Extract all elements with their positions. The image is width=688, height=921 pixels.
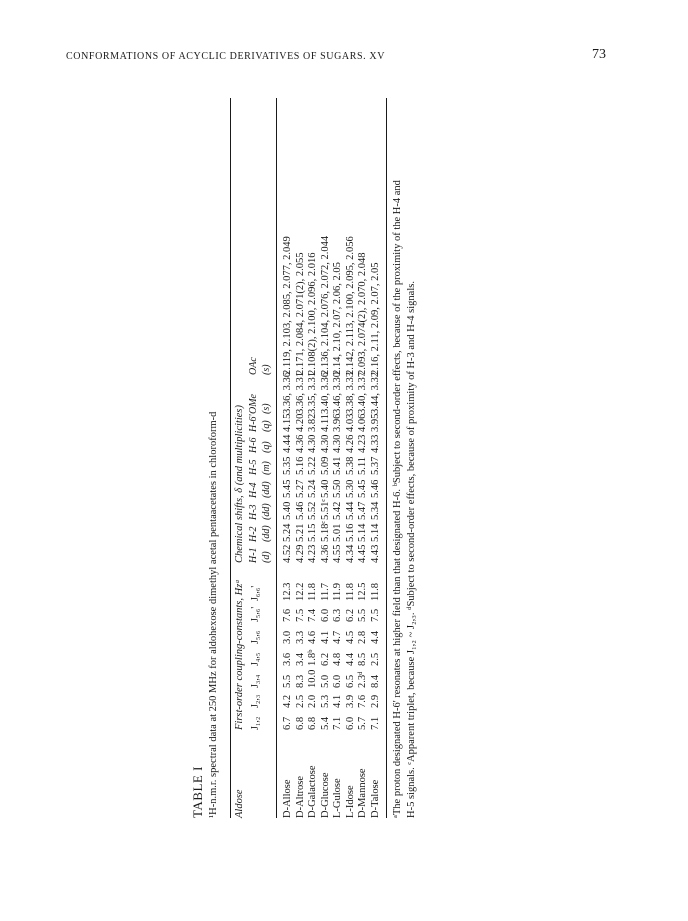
coupling-value: 8.5 xyxy=(357,652,368,666)
coupling-value: 6.7 xyxy=(282,716,293,730)
shift-col-4: H-5 xyxy=(248,459,259,475)
coupling-value: 7.1 xyxy=(369,716,381,730)
coupling-value: 6.8 xyxy=(294,716,306,730)
coupling-value: 11.8 xyxy=(369,583,381,601)
shift-value: 2.136, 2.104, 2.076, 2.072, 2.044 xyxy=(319,235,331,375)
coupling-value: 7.5 xyxy=(369,608,381,622)
aldose-name: D-Glucose xyxy=(319,772,331,818)
shift-col-7: OMe xyxy=(248,394,259,414)
header-rule xyxy=(276,98,277,818)
coupling-value: 4.7 xyxy=(332,630,343,644)
footnote-line-2: H-5 signals. ᶜApparent triplet, because J₁,₂ ~ J₂,₃. ᵈSubject to second-order effects, because of proximity of H-3 and H-4 signals. xyxy=(406,281,417,818)
shift-value: 5.46 xyxy=(294,501,306,520)
page-number: 73 xyxy=(592,47,606,62)
shift-value: 2.16, 2.11, 2.09, 2.07, 2.05 xyxy=(369,262,381,375)
coupling-value: 4.5 xyxy=(344,630,356,644)
shift-value: 4.36 xyxy=(294,434,306,453)
coupling-value: 12.5 xyxy=(357,582,368,601)
shift-value: 5.51ᶜ xyxy=(319,498,331,520)
shift-value: 5.45 xyxy=(282,479,293,498)
shift-col-5: H-6 xyxy=(248,437,259,453)
shift-value: 5.09 xyxy=(319,456,331,475)
coupling-value: 2.0 xyxy=(307,694,318,708)
shift-col-6: H-6' xyxy=(248,414,259,432)
coupling-value: 6.0 xyxy=(319,608,331,622)
coupling-value: 11.7 xyxy=(319,583,331,601)
aldose-name: D-Galactose xyxy=(307,765,318,818)
shift-value: 5.18ᶜ xyxy=(319,520,331,542)
shift-col-1: H-2 xyxy=(248,526,259,542)
coupling-value: 4.2 xyxy=(282,694,293,708)
coupling-value: 6.0 xyxy=(332,674,343,688)
top-rule xyxy=(230,98,231,818)
shift-value: 5.14 xyxy=(369,523,381,542)
shift-col-0: H-1 xyxy=(248,547,259,563)
coupling-value: 6.0 xyxy=(344,716,356,730)
shift-value: 5.44 xyxy=(344,501,356,520)
coupling-value: 6.3 xyxy=(332,608,343,622)
shift-value: 2.14, 2.10, 2.07, 2.06, 2.05 xyxy=(332,262,343,375)
aldose-name: D-Mannose xyxy=(357,768,368,818)
coupling-value: 4.1 xyxy=(319,630,331,644)
footnote-line-1: ᵃThe proton designated H-6' resonates at higher field than that designated H-6. ᵇSubject to second-order effects, because of the proximity of the H-4 and xyxy=(392,180,403,818)
coupling-value: 12.2 xyxy=(294,582,306,601)
shift-value: 5.24 xyxy=(282,523,293,542)
coupling-value: 4.8 xyxy=(332,652,343,666)
shift-col-2: H-3 xyxy=(248,504,259,520)
shift-value: 5.40 xyxy=(282,501,293,520)
coupling-value: 5.5 xyxy=(357,608,368,622)
coupling-value: 7.6 xyxy=(357,694,368,708)
rotated-table xyxy=(190,88,500,818)
shift-value: 5.11 xyxy=(357,457,368,475)
aldose-name: D-Allose xyxy=(282,779,293,818)
coupling-value: 10.0 xyxy=(307,669,318,688)
coupling-value: 3.3 xyxy=(294,630,306,644)
coupling-header: First-order coupling-constants, Hzᵃ xyxy=(234,579,245,730)
running-title: CONFORMATIONS OF ACYCLIC DERIVATIVES OF SUGARS. XV xyxy=(66,51,386,62)
coupling-value: 11.8 xyxy=(344,583,356,601)
shift-value: 4.45 xyxy=(357,544,368,563)
coupling-value: 2.3ᵈ xyxy=(357,671,368,688)
coupling-value: 3.0 xyxy=(282,630,293,644)
shift-value: 5.15 xyxy=(307,523,318,542)
shift-value: 5.16 xyxy=(294,456,306,475)
shift-value: 4.30 xyxy=(307,434,318,453)
shift-mult-7: (s) xyxy=(261,403,272,414)
shift-mult-8: (s) xyxy=(261,364,272,375)
shift-value: 4.23 xyxy=(307,544,318,563)
shift-col-3: H-4 xyxy=(248,482,259,498)
shift-value: 5.35 xyxy=(282,456,293,475)
aldose-name: D-Altrose xyxy=(294,776,306,818)
coupling-value: 2.5 xyxy=(369,652,381,666)
coupling-value: 11.9 xyxy=(332,583,343,601)
coupling-value: 5.5 xyxy=(282,674,293,688)
shift-value: 4.44 xyxy=(282,434,293,453)
shift-value: 2.142, 2.113, 2.100, 2.095, 2.056 xyxy=(344,236,356,375)
shift-value: 4.20 xyxy=(294,413,306,432)
shift-mult-5: (q) xyxy=(261,441,272,453)
coupling-col-3: J₄,₅ xyxy=(250,652,261,666)
coupling-col-4: J₅,₆ xyxy=(250,630,261,644)
shift-value: 4.11 xyxy=(319,414,331,432)
shift-value: 4.33 xyxy=(369,434,381,453)
coupling-value: 7.4 xyxy=(307,608,318,622)
coupling-col-6: J₆,₆' xyxy=(250,585,261,601)
shift-value: 5.52 xyxy=(307,501,318,520)
shift-value: 5.37 xyxy=(369,456,381,475)
aldose-header: Aldose xyxy=(234,789,245,818)
coupling-value: 7.6 xyxy=(282,608,293,622)
coupling-value: 5.3 xyxy=(319,694,331,708)
shift-value: 4.36 xyxy=(319,544,331,563)
coupling-col-0: J₁,₂ xyxy=(250,716,261,730)
coupling-value: 6.2 xyxy=(319,652,331,666)
shift-value: 4.52 xyxy=(282,544,293,563)
coupling-value: 6.5 xyxy=(344,674,356,688)
coupling-value: 2.8 xyxy=(357,630,368,644)
coupling-col-5: J₅,₆' xyxy=(250,606,261,622)
shift-value: 3.40, 3.36 xyxy=(319,372,331,414)
coupling-value: 3.9 xyxy=(344,694,356,708)
shift-value: 5.01 xyxy=(332,523,343,542)
shift-value: 4.55 xyxy=(332,544,343,563)
shift-value: 5.30 xyxy=(344,479,356,498)
shift-value: 5.38 xyxy=(344,456,356,475)
coupling-value: 6.8 xyxy=(307,716,318,730)
coupling-col-1: J₂,₃ xyxy=(250,694,261,708)
shift-value: 3.40, 3.37 xyxy=(357,372,368,414)
coupling-value: 11.8 xyxy=(307,583,318,601)
coupling-value: 2.5 xyxy=(294,694,306,708)
shift-value: 4.30 xyxy=(332,434,343,453)
coupling-value: 4.6 xyxy=(307,630,318,644)
coupling-value: 1.8ᵇ xyxy=(307,649,318,666)
shift-value: 5.27 xyxy=(294,479,306,498)
shift-value: 3.44, 3.32 xyxy=(369,372,381,414)
coupling-value: 7.5 xyxy=(294,608,306,622)
table-label: TABLE I xyxy=(190,766,205,818)
shift-value: 4.26 xyxy=(344,434,356,453)
shift-mult-4: (m) xyxy=(261,461,272,475)
shift-value: 2.108(2), 2.100, 2.096, 2.016 xyxy=(307,252,318,375)
coupling-value: 5.0 xyxy=(319,674,331,688)
coupling-value: 3.4 xyxy=(294,652,306,666)
shift-value: 5.22 xyxy=(307,456,318,475)
shift-value: 5.50 xyxy=(332,479,343,498)
shift-value: 4.23 xyxy=(357,434,368,453)
page-header xyxy=(66,47,606,67)
coupling-value: 8.3 xyxy=(294,674,306,688)
shift-value: 5.41 xyxy=(332,456,343,475)
shift-mult-0: (d) xyxy=(261,551,272,563)
coupling-col-2: J₃,₄ xyxy=(250,674,261,688)
shift-value: 5.45 xyxy=(357,479,368,498)
shift-mult-6: (q) xyxy=(261,420,272,432)
shift-value: 4.30 xyxy=(319,434,331,453)
shift-value: 4.03 xyxy=(344,413,356,432)
aldose-name: L-Gulose xyxy=(332,778,343,818)
coupling-value: 2.9 xyxy=(369,694,381,708)
coupling-value: 4.4 xyxy=(344,652,356,666)
aldose-name: D-Talose xyxy=(369,779,381,818)
coupling-value: 4.4 xyxy=(369,630,381,644)
coupling-value: 6.2 xyxy=(344,608,356,622)
coupling-value: 12.3 xyxy=(282,582,293,601)
shifts-header: Chemical shifts, δ (and multiplicities) xyxy=(234,405,245,563)
shift-value: 5.14 xyxy=(357,523,368,542)
shift-mult-3: (dd) xyxy=(261,481,272,498)
coupling-value: 4.1 xyxy=(332,694,343,708)
table-caption: ¹H-n.m.r. spectral data at 250 MHz for aldohexose dimethyl acetal pentaacetates in chloroform-d xyxy=(208,411,219,818)
shift-value: 4.06 xyxy=(357,413,368,432)
shift-value: 4.34 xyxy=(344,544,356,563)
shift-value: 4.15 xyxy=(282,413,293,432)
shift-value: 5.47 xyxy=(357,501,368,520)
shift-value: 2.093, 2.074(2), 2.070, 2.048 xyxy=(357,252,368,375)
coupling-value: 5.7 xyxy=(357,716,368,730)
shift-value: 3.38, 3.33 xyxy=(344,372,356,414)
shift-value: 5.40 xyxy=(319,479,331,498)
shift-value: 5.42 xyxy=(332,501,343,520)
bottom-rule xyxy=(386,98,387,818)
shift-value: 3.96 xyxy=(332,413,343,432)
shift-value: 2.119, 2.103, 2.085, 2.077, 2.049 xyxy=(282,236,293,375)
shift-value: 3.36, 3.31 xyxy=(294,372,306,414)
shift-value: 3.36, 3.36 xyxy=(282,372,293,414)
shift-value: 3.95 xyxy=(369,413,381,432)
shift-value: 5.24 xyxy=(307,479,318,498)
aldose-name: L-Idose xyxy=(344,785,356,818)
shift-value: 3.46, 3.30 xyxy=(332,372,343,414)
shift-value: 3.82 xyxy=(307,413,318,432)
shift-value: 4.29 xyxy=(294,544,306,563)
shift-value: 2.171, 2.084, 2.071(2), 2.055 xyxy=(294,252,306,375)
shift-mult-1: (dd) xyxy=(261,525,272,542)
shift-value: 5.46 xyxy=(369,479,381,498)
shift-value: 5.34 xyxy=(369,501,381,520)
shift-value: 3.35, 3.31 xyxy=(307,372,318,414)
coupling-value: 5.4 xyxy=(319,716,331,730)
shift-value: 5.21 xyxy=(294,523,306,542)
shift-mult-2: (dd) xyxy=(261,503,272,520)
shift-value: 4.43 xyxy=(369,544,381,563)
shift-col-8: OAc xyxy=(248,357,259,375)
coupling-value: 7.1 xyxy=(332,716,343,730)
coupling-value: 3.6 xyxy=(282,652,293,666)
shift-value: 5.16 xyxy=(344,523,356,542)
coupling-value: 8.4 xyxy=(369,674,381,688)
